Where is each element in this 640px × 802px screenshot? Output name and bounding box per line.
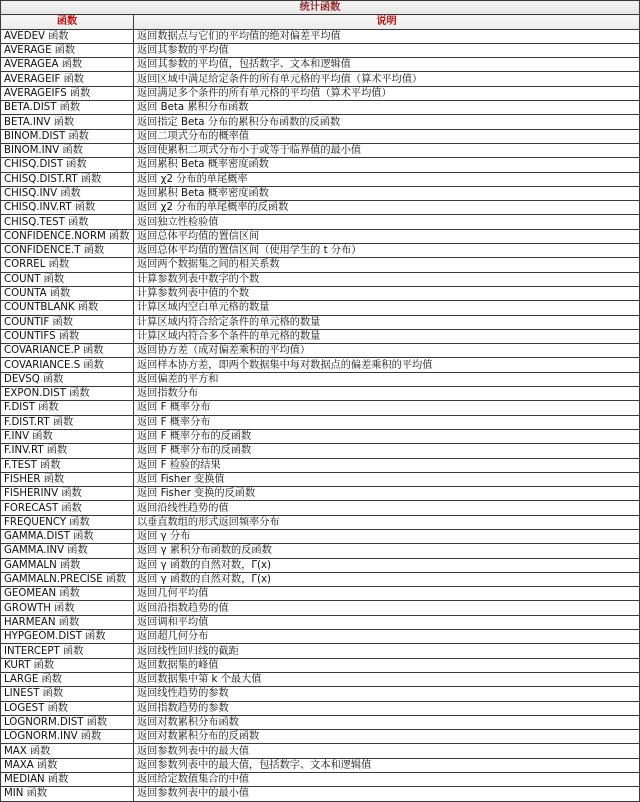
description-cell: 返回 F 概率分布 — [134, 415, 640, 429]
description-cell: 返回 γ 分布 — [134, 529, 640, 543]
description-cell: 返回数据点与它们的平均值的绝对偏差平均值 — [134, 29, 640, 43]
table-row — [1, 630, 640, 644]
function-name-cell: LOGNORM.DIST 函数 — [1, 715, 134, 729]
table-row — [1, 730, 640, 744]
function-name-cell: CONFIDENCE.NORM 函数 — [1, 229, 134, 243]
function-name-cell: COUNTIFS 函数 — [1, 329, 134, 343]
function-name-cell: GROWTH 函数 — [1, 601, 134, 615]
description-cell: 返回指数趋势的参数 — [134, 701, 640, 715]
description-cell: 返回给定数值集合的中值 — [134, 773, 640, 787]
table-row — [1, 644, 640, 658]
function-name-cell: LARGE 函数 — [1, 672, 134, 686]
table-row — [1, 358, 640, 372]
table-row — [1, 787, 640, 801]
function-name-cell: GAMMA.DIST 函数 — [1, 529, 134, 543]
function-name-cell: CHISQ.INV 函数 — [1, 186, 134, 200]
function-name-cell: COUNTIF 函数 — [1, 315, 134, 329]
header-function: 函数 — [1, 15, 134, 29]
description-cell: 返回对数累积分布的反函数 — [134, 730, 640, 744]
function-name-cell: CHISQ.DIST 函数 — [1, 158, 134, 172]
function-name-cell: CORREL 函数 — [1, 258, 134, 272]
description-cell: 返回样本协方差，即两个数据集中每对数据点的偏差乘积的平均值 — [134, 358, 640, 372]
function-name-cell: COUNTBLANK 函数 — [1, 301, 134, 315]
description-cell: 返回对数累积分布函数 — [134, 715, 640, 729]
description-cell: 返回线性回归线的截距 — [134, 644, 640, 658]
table-row — [1, 744, 640, 758]
table-row — [1, 229, 640, 243]
description-cell: 返回几何平均值 — [134, 587, 640, 601]
table-row — [1, 672, 640, 686]
description-cell: 计算区域内空白单元格的数量 — [134, 301, 640, 315]
description-cell: 返回 F 概率分布的反函数 — [134, 429, 640, 443]
description-cell: 返回参数列表中的最大值，包括数字、文本和逻辑值 — [134, 758, 640, 772]
function-name-cell: AVERAGEIF 函数 — [1, 72, 134, 86]
table-row — [1, 143, 640, 157]
description-cell: 返回数据集的峰值 — [134, 658, 640, 672]
table-row — [1, 58, 640, 72]
description-cell: 返回沿指数趋势的值 — [134, 601, 640, 615]
table-row — [1, 472, 640, 486]
function-name-cell: AVEDEV 函数 — [1, 29, 134, 43]
description-cell: 返回 γ 函数的自然对数，Γ(x) — [134, 558, 640, 572]
table-row — [1, 101, 640, 115]
function-name-cell: COVARIANCE.S 函数 — [1, 358, 134, 372]
description-cell: 返回 Fisher 变换值 — [134, 472, 640, 486]
table-row — [1, 372, 640, 386]
function-name-cell: AVERAGEIFS 函数 — [1, 86, 134, 100]
header-row — [1, 15, 640, 29]
function-name-cell: GAMMA.INV 函数 — [1, 544, 134, 558]
description-cell: 返回 F 概率分布 — [134, 401, 640, 415]
table-title-row — [1, 1, 640, 15]
description-cell: 返回数据集中第 k 个最大值 — [134, 672, 640, 686]
function-name-cell: BINOM.INV 函数 — [1, 143, 134, 157]
function-name-cell: EXPON.DIST 函数 — [1, 387, 134, 401]
table-row — [1, 244, 640, 258]
table-row — [1, 444, 640, 458]
table-row — [1, 558, 640, 572]
table-row — [1, 458, 640, 472]
table-row — [1, 615, 640, 629]
table-row — [1, 158, 640, 172]
function-name-cell: GAMMALN.PRECISE 函数 — [1, 572, 134, 586]
function-name-cell: COUNT 函数 — [1, 272, 134, 286]
function-name-cell: F.TEST 函数 — [1, 458, 134, 472]
description-cell: 返回 Beta 累积分布函数 — [134, 101, 640, 115]
description-cell: 返回 F 检验的结果 — [134, 458, 640, 472]
description-cell: 计算区域内符合多个条件的单元格的数量 — [134, 329, 640, 343]
function-name-cell: LINEST 函数 — [1, 687, 134, 701]
description-cell: 返回累积 Beta 概率密度函数 — [134, 186, 640, 200]
table-row — [1, 529, 640, 543]
table-row — [1, 429, 640, 443]
table-row — [1, 72, 640, 86]
table-row — [1, 86, 640, 100]
description-cell: 返回 F 概率分布的反函数 — [134, 444, 640, 458]
table-row — [1, 172, 640, 186]
function-name-cell: HYPGEOM.DIST 函数 — [1, 630, 134, 644]
table-row — [1, 544, 640, 558]
function-name-cell: KURT 函数 — [1, 658, 134, 672]
function-name-cell: FREQUENCY 函数 — [1, 515, 134, 529]
description-cell: 返回线性趋势的参数 — [134, 687, 640, 701]
function-name-cell: COVARIANCE.P 函数 — [1, 344, 134, 358]
function-name-cell: LOGNORM.INV 函数 — [1, 730, 134, 744]
function-name-cell: F.DIST.RT 函数 — [1, 415, 134, 429]
function-name-cell: FISHERINV 函数 — [1, 487, 134, 501]
table-row — [1, 29, 640, 43]
table-row — [1, 758, 640, 772]
table-row — [1, 201, 640, 215]
table-row — [1, 401, 640, 415]
function-name-cell: LOGEST 函数 — [1, 701, 134, 715]
function-name-cell: BETA.DIST 函数 — [1, 101, 134, 115]
description-cell: 返回参数列表中的最小值 — [134, 787, 640, 801]
description-cell: 返回区域中满足给定条件的所有单元格的平均值（算术平均值） — [134, 72, 640, 86]
table-row — [1, 301, 640, 315]
function-name-cell: CHISQ.TEST 函数 — [1, 215, 134, 229]
description-cell: 返回其参数的平均值，包括数字、文本和逻辑值 — [134, 58, 640, 72]
function-name-cell: MEDIAN 函数 — [1, 773, 134, 787]
table-row — [1, 501, 640, 515]
table-row — [1, 415, 640, 429]
function-name-cell: BETA.INV 函数 — [1, 115, 134, 129]
description-cell: 返回 χ2 分布的单尾概率 — [134, 172, 640, 186]
description-cell: 返回协方差（成对偏差乘积的平均值） — [134, 344, 640, 358]
description-cell: 返回两个数据集之间的相关系数 — [134, 258, 640, 272]
description-cell: 返回其参数的平均值 — [134, 43, 640, 57]
description-cell: 返回指数分布 — [134, 387, 640, 401]
table-row — [1, 129, 640, 143]
function-name-cell: MAX 函数 — [1, 744, 134, 758]
function-name-cell: F.DIST 函数 — [1, 401, 134, 415]
description-cell: 返回 χ2 分布的单尾概率的反函数 — [134, 201, 640, 215]
table-row — [1, 215, 640, 229]
table-row — [1, 601, 640, 615]
table-row — [1, 43, 640, 57]
description-cell: 返回沿线性趋势的值 — [134, 501, 640, 515]
function-name-cell: COUNTA 函数 — [1, 286, 134, 300]
table-title: 统计函数 — [1, 1, 640, 15]
table-row — [1, 387, 640, 401]
function-name-cell: CHISQ.INV.RT 函数 — [1, 201, 134, 215]
description-cell: 返回总体平均值的置信区间（使用学生的 t 分布） — [134, 244, 640, 258]
description-cell: 返回调和平均值 — [134, 615, 640, 629]
function-name-cell: CHISQ.DIST.RT 函数 — [1, 172, 134, 186]
function-name-cell: GAMMALN 函数 — [1, 558, 134, 572]
table-row — [1, 515, 640, 529]
table-row — [1, 315, 640, 329]
table-row — [1, 701, 640, 715]
function-name-cell: HARMEAN 函数 — [1, 615, 134, 629]
table-row — [1, 272, 640, 286]
table-row — [1, 687, 640, 701]
description-cell: 返回 γ 函数的自然对数，Γ(x) — [134, 572, 640, 586]
description-cell: 以垂直数组的形式返回频率分布 — [134, 515, 640, 529]
function-name-cell: AVERAGE 函数 — [1, 43, 134, 57]
table-row — [1, 773, 640, 787]
function-name-cell: FISHER 函数 — [1, 472, 134, 486]
table-row — [1, 587, 640, 601]
function-name-cell: F.INV.RT 函数 — [1, 444, 134, 458]
description-cell: 返回偏差的平方和 — [134, 372, 640, 386]
table-row — [1, 329, 640, 343]
function-name-cell: MAXA 函数 — [1, 758, 134, 772]
table-row — [1, 658, 640, 672]
function-name-cell: MIN 函数 — [1, 787, 134, 801]
table-row — [1, 186, 640, 200]
description-cell: 计算参数列表中数字的个数 — [134, 272, 640, 286]
header-description: 说明 — [134, 15, 640, 29]
table-row — [1, 487, 640, 501]
description-cell: 返回参数列表中的最大值 — [134, 744, 640, 758]
function-name-cell: AVERAGEA 函数 — [1, 58, 134, 72]
description-cell: 计算参数列表中值的个数 — [134, 286, 640, 300]
description-cell: 返回使累积二项式分布小于或等于临界值的最小值 — [134, 143, 640, 157]
table-row — [1, 286, 640, 300]
description-cell: 计算区域内符合给定条件的单元格的数量 — [134, 315, 640, 329]
table-row — [1, 715, 640, 729]
function-name-cell: INTERCEPT 函数 — [1, 644, 134, 658]
table-row — [1, 572, 640, 586]
description-cell: 返回独立性检验值 — [134, 215, 640, 229]
description-cell: 返回 Fisher 变换的反函数 — [134, 487, 640, 501]
table-row — [1, 258, 640, 272]
description-cell: 返回累积 Beta 概率密度函数 — [134, 158, 640, 172]
description-cell: 返回总体平均值的置信区间 — [134, 229, 640, 243]
function-name-cell: FORECAST 函数 — [1, 501, 134, 515]
description-cell: 返回超几何分布 — [134, 630, 640, 644]
function-name-cell: BINOM.DIST 函数 — [1, 129, 134, 143]
function-name-cell: CONFIDENCE.T 函数 — [1, 244, 134, 258]
table-row — [1, 344, 640, 358]
table-row — [1, 115, 640, 129]
description-cell: 返回满足多个条件的所有单元格的平均值（算术平均值） — [134, 86, 640, 100]
description-cell: 返回二项式分布的概率值 — [134, 129, 640, 143]
function-name-cell: F.INV 函数 — [1, 429, 134, 443]
description-cell: 返回指定 Beta 分布的累积分布函数的反函数 — [134, 115, 640, 129]
function-name-cell: DEVSQ 函数 — [1, 372, 134, 386]
function-name-cell: GEOMEAN 函数 — [1, 587, 134, 601]
description-cell: 返回 γ 累积分布函数的反函数 — [134, 544, 640, 558]
